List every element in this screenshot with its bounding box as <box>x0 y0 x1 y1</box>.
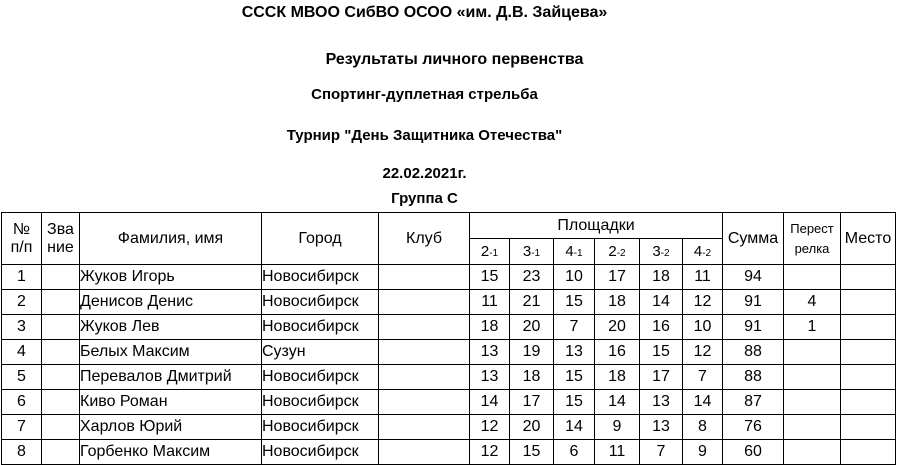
cell-score-5: 14 <box>640 290 683 315</box>
cell-score-2: 20 <box>510 315 554 340</box>
header-club: Клуб <box>379 213 470 265</box>
cell-name: Харлов Юрий <box>80 415 262 440</box>
cell-city: Сузун <box>262 340 379 365</box>
cell-sum: 94 <box>723 265 784 290</box>
cell-sum: 88 <box>723 340 784 365</box>
cell-score-5: 13 <box>640 415 683 440</box>
cell-score-4: 16 <box>595 340 640 365</box>
cell-score-5: 17 <box>640 365 683 390</box>
header-platform-5: 3-2 <box>640 239 683 265</box>
cell-name: Перевалов Дмитрий <box>80 365 262 390</box>
cell-club <box>379 365 470 390</box>
cell-club <box>379 290 470 315</box>
cell-rank <box>42 340 80 365</box>
organization-title: СССК МВОО СибВО ОСОО «им. Д.В. Зайцева» <box>241 4 608 21</box>
cell-score-1: 18 <box>470 315 510 340</box>
table-row <box>2 340 896 365</box>
header-sum: Сумма <box>723 213 784 265</box>
cell-score-6: 14 <box>683 390 723 415</box>
cell-shootoff <box>784 265 841 290</box>
cell-score-3: 15 <box>554 390 595 415</box>
event-date: 22.02.2021г. <box>382 165 467 182</box>
cell-score-4: 18 <box>595 365 640 390</box>
cell-score-2: 23 <box>510 265 554 290</box>
cell-rank <box>42 315 80 340</box>
cell-score-5: 18 <box>640 265 683 290</box>
header-platform-3: 4-1 <box>554 239 595 265</box>
header-platform-2: 3-1 <box>510 239 554 265</box>
header-platform-4: 2-2 <box>595 239 640 265</box>
discipline-title: Спортинг-дуплетная стрельба <box>311 86 538 103</box>
cell-name: Жуков Лев <box>80 315 262 340</box>
header-platform-1: 2-1 <box>470 239 510 265</box>
cell-sum: 88 <box>723 365 784 390</box>
cell-score-1: 12 <box>470 440 510 465</box>
cell-rank <box>42 265 80 290</box>
cell-club <box>379 265 470 290</box>
group-title: Группа С <box>391 190 458 207</box>
cell-score-5: 13 <box>640 390 683 415</box>
cell-score-1: 13 <box>470 365 510 390</box>
cell-score-1: 14 <box>470 390 510 415</box>
cell-place <box>841 440 896 465</box>
cell-score-5: 16 <box>640 315 683 340</box>
cell-city: Новосибирск <box>262 440 379 465</box>
cell-shootoff <box>784 340 841 365</box>
cell-score-3: 10 <box>554 265 595 290</box>
cell-score-2: 20 <box>510 415 554 440</box>
cell-name: Денисов Денис <box>80 290 262 315</box>
cell-score-4: 9 <box>595 415 640 440</box>
cell-score-3: 7 <box>554 315 595 340</box>
cell-shootoff <box>784 365 841 390</box>
cell-name: Горбенко Максим <box>80 440 262 465</box>
cell-place <box>841 315 896 340</box>
cell-sum: 91 <box>723 315 784 340</box>
cell-number: 2 <box>2 290 42 315</box>
header-shootoff: Перест релка <box>784 213 841 265</box>
cell-score-4: 17 <box>595 265 640 290</box>
cell-score-3: 15 <box>554 290 595 315</box>
cell-score-6: 12 <box>683 290 723 315</box>
table-row <box>2 290 896 315</box>
cell-score-3: 14 <box>554 415 595 440</box>
header-platforms: Площадки <box>470 213 723 239</box>
table-row <box>2 440 896 465</box>
cell-score-4: 18 <box>595 290 640 315</box>
cell-sum: 76 <box>723 415 784 440</box>
cell-sum: 91 <box>723 290 784 315</box>
table-row <box>2 415 896 440</box>
cell-score-5: 7 <box>640 440 683 465</box>
cell-club <box>379 315 470 340</box>
header-platform-6: 4-2 <box>683 239 723 265</box>
cell-score-1: 12 <box>470 415 510 440</box>
header-name: Фамилия, имя <box>80 213 262 265</box>
cell-number: 7 <box>2 415 42 440</box>
cell-score-2: 15 <box>510 440 554 465</box>
cell-score-6: 8 <box>683 415 723 440</box>
cell-shootoff: 4 <box>784 290 841 315</box>
cell-number: 5 <box>2 365 42 390</box>
cell-shootoff <box>784 390 841 415</box>
cell-score-2: 17 <box>510 390 554 415</box>
cell-score-4: 14 <box>595 390 640 415</box>
cell-score-3: 6 <box>554 440 595 465</box>
cell-club <box>379 390 470 415</box>
cell-number: 1 <box>2 265 42 290</box>
cell-city: Новосибирск <box>262 315 379 340</box>
cell-name: Жуков Игорь <box>80 265 262 290</box>
cell-rank <box>42 365 80 390</box>
cell-score-6: 10 <box>683 315 723 340</box>
cell-rank <box>42 290 80 315</box>
cell-score-1: 13 <box>470 340 510 365</box>
table-row <box>2 315 896 340</box>
header-place: Место <box>841 213 896 265</box>
table-row <box>2 365 896 390</box>
cell-score-4: 11 <box>595 440 640 465</box>
cell-score-2: 21 <box>510 290 554 315</box>
cell-city: Новосибирск <box>262 390 379 415</box>
cell-shootoff: 1 <box>784 315 841 340</box>
cell-score-1: 11 <box>470 290 510 315</box>
table-header-row <box>2 213 896 239</box>
cell-place <box>841 265 896 290</box>
cell-rank <box>42 415 80 440</box>
table-row <box>2 265 896 290</box>
header-rank: Зва ние <box>42 213 80 265</box>
cell-sum: 60 <box>723 440 784 465</box>
cell-number: 4 <box>2 340 42 365</box>
cell-club <box>379 340 470 365</box>
cell-score-4: 20 <box>595 315 640 340</box>
cell-score-6: 7 <box>683 365 723 390</box>
cell-shootoff <box>784 415 841 440</box>
header-city: Город <box>262 213 379 265</box>
cell-score-3: 13 <box>554 340 595 365</box>
cell-score-6: 9 <box>683 440 723 465</box>
cell-number: 8 <box>2 440 42 465</box>
page-title: Результаты личного первенства <box>325 51 584 68</box>
cell-place <box>841 415 896 440</box>
cell-score-6: 12 <box>683 340 723 365</box>
cell-score-1: 15 <box>470 265 510 290</box>
cell-name: Белых Максим <box>80 340 262 365</box>
cell-shootoff <box>784 440 841 465</box>
cell-score-6: 11 <box>683 265 723 290</box>
cell-number: 3 <box>2 315 42 340</box>
cell-city: Новосибирск <box>262 290 379 315</box>
cell-city: Новосибирск <box>262 415 379 440</box>
cell-number: 6 <box>2 390 42 415</box>
cell-rank <box>42 390 80 415</box>
cell-rank <box>42 440 80 465</box>
cell-place <box>841 365 896 390</box>
cell-sum: 87 <box>723 390 784 415</box>
table-row <box>2 390 896 415</box>
cell-club <box>379 415 470 440</box>
cell-club <box>379 440 470 465</box>
results-table <box>1 212 896 465</box>
cell-place <box>841 340 896 365</box>
cell-name: Киво Роман <box>80 390 262 415</box>
cell-score-5: 15 <box>640 340 683 365</box>
cell-city: Новосибирск <box>262 265 379 290</box>
cell-city: Новосибирск <box>262 365 379 390</box>
cell-score-3: 15 <box>554 365 595 390</box>
header-number: № п/п <box>2 213 42 265</box>
cell-score-2: 19 <box>510 340 554 365</box>
cell-place <box>841 390 896 415</box>
tournament-title: Турнир "День Защитника Отечества" <box>286 127 563 144</box>
cell-place <box>841 290 896 315</box>
cell-score-2: 18 <box>510 365 554 390</box>
